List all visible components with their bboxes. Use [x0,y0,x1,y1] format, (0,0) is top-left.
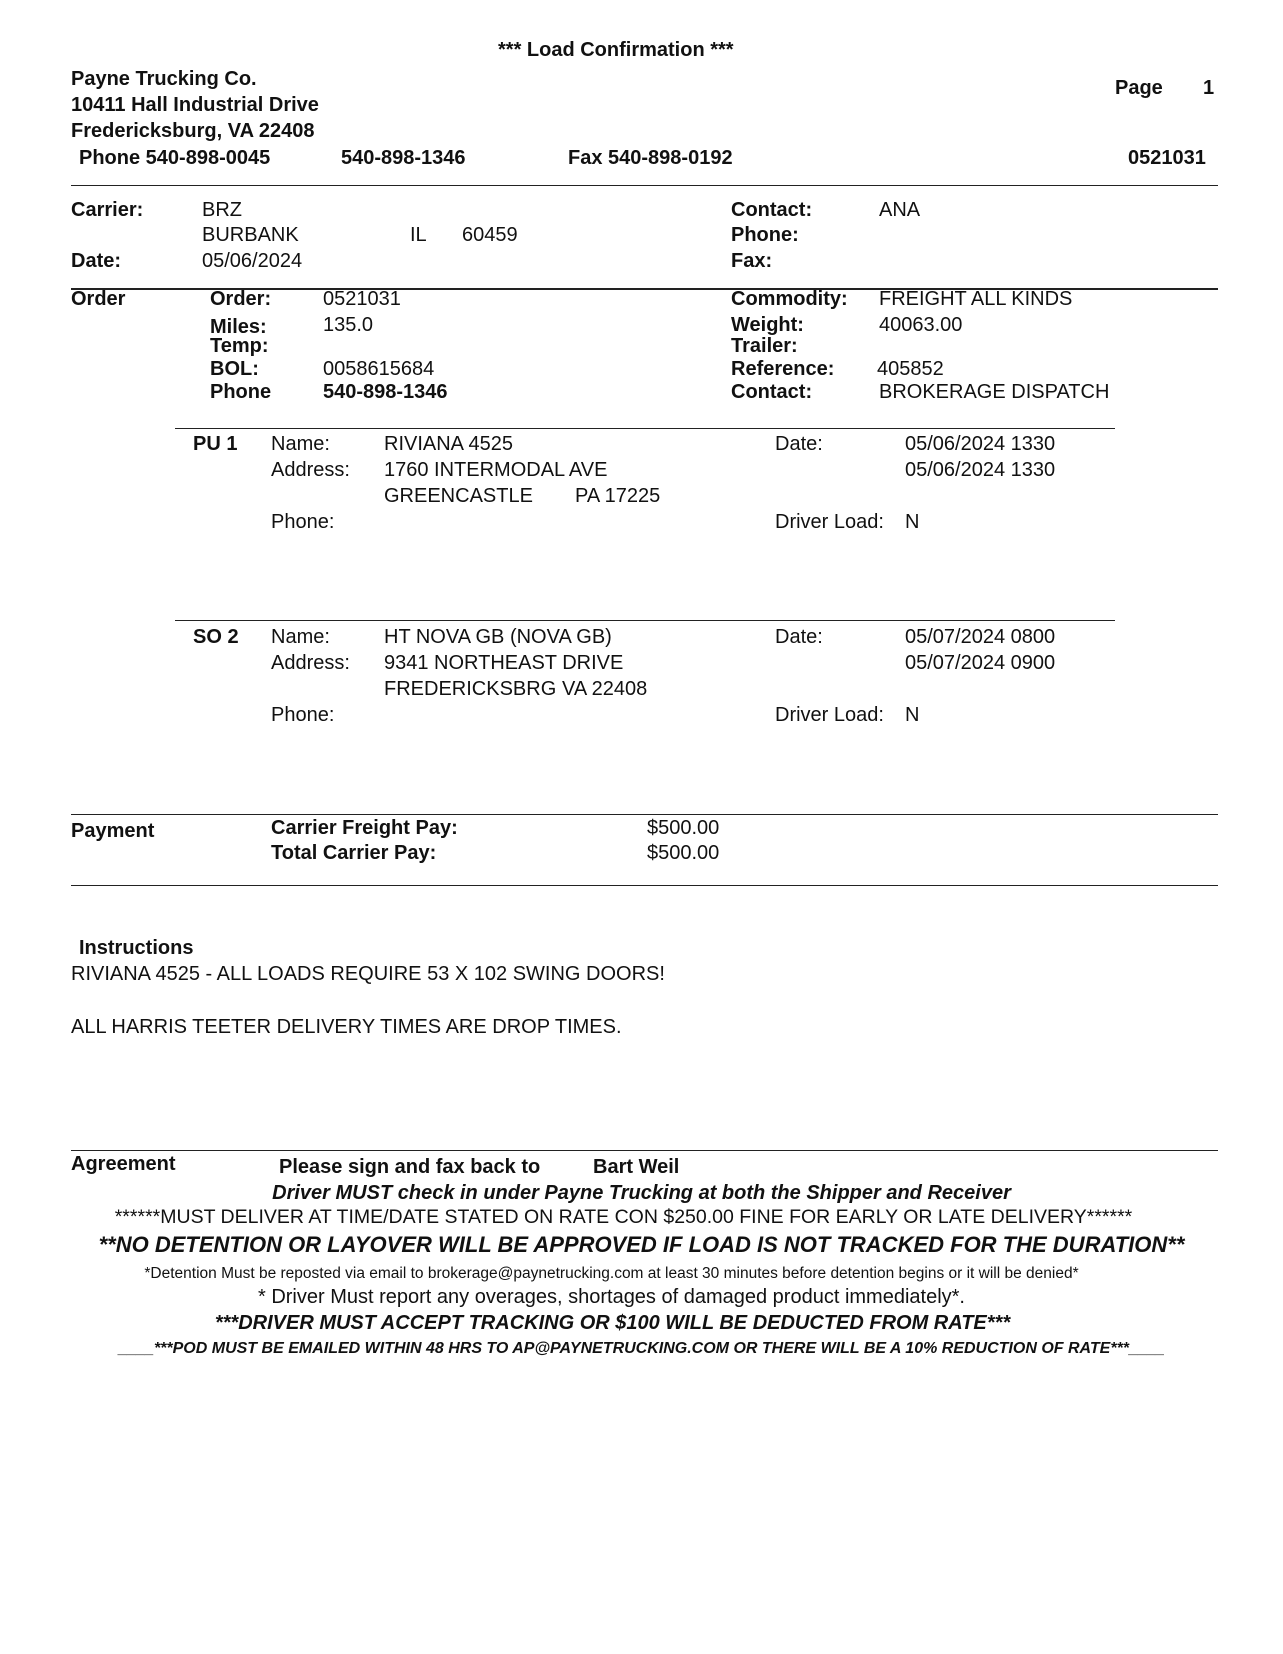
stop-divider [175,620,1115,621]
carrier-label: Carrier: [71,199,144,221]
stop-name-label: Name: [271,626,330,648]
order-section-label: Order [71,288,126,310]
carrier-zip: 60459 [462,224,518,246]
stop-code: SO 2 [193,626,239,648]
divider [71,185,1218,186]
stop-state-zip: VA 22408 [562,678,648,700]
total-pay-label: Total Carrier Pay: [271,842,437,864]
sign-recipient: Bart Weil [593,1156,680,1178]
order-bol: 0058615684 [323,358,435,380]
stop-phone-label: Phone: [271,511,335,533]
reference-label: Reference: [731,358,835,380]
order-reference: 405852 [877,358,944,380]
stop-address: 1760 INTERMODAL AVE [384,459,608,481]
instructions-label: Instructions [79,937,194,959]
stop-name: HT NOVA GB (NOVA GB) [384,626,612,648]
order-contact: BROKERAGE DISPATCH [879,381,1110,403]
instruction-line: ALL HARRIS TEETER DELIVERY TIMES ARE DROP TIMES. [71,1016,622,1038]
stop-phone-label: Phone: [271,704,335,726]
company-phone-secondary: 540-898-1346 [341,147,466,169]
stop-divider [175,428,1115,429]
stop-date-start: 05/07/2024 0800 [905,626,1056,648]
agreement-line: ***DRIVER MUST ACCEPT TRACKING OR $100 WILL BE DEDUCTED FROM RATE*** [214,1312,1011,1334]
total-pay-value: $500.00 [647,842,720,864]
freight-pay-value: $500.00 [647,817,720,839]
carrier-name: BRZ [202,199,242,221]
freight-pay-label: Carrier Freight Pay: [271,817,458,839]
stop-city: GREENCASTLE [384,485,533,507]
order-contact-label: Contact: [731,381,813,403]
stop-address: 9341 NORTHEAST DRIVE [384,652,624,674]
stop-date-label: Date: [775,433,823,455]
stop-date-end: 05/07/2024 0900 [905,652,1056,674]
stop-state-zip: PA 17225 [575,485,661,507]
divider [71,814,1218,815]
order-phone: 540-898-1346 [323,381,448,403]
stop-name: RIVIANA 4525 [384,433,513,455]
agreement-line: ____***POD MUST BE EMAILED WITHIN 48 HRS TO AP@PAYNETRUCKING.COM OR THERE WILL BE A 10% REDUCTION OF RATE***____ [118,1340,1165,1357]
stop-city: FREDERICKSBRG [384,678,557,700]
stop-address-label: Address: [271,652,350,674]
page-label: Page [1115,77,1163,99]
carrier-date: 05/06/2024 [202,250,303,272]
divider [71,1150,1218,1151]
order-number: 0521031 [323,288,401,310]
agreement-line: * Driver Must report any overages, shortages of damaged product immediately*. [257,1286,965,1308]
order-miles: 135.0 [323,314,374,336]
weight-label: Weight: [731,314,804,336]
stop-date-start: 05/06/2024 1330 [905,433,1056,455]
contact-label: Contact: [731,199,813,221]
page-number: 1 [1203,77,1215,99]
bol-label: BOL: [210,358,259,380]
company-address-line1: 10411 Hall Industrial Drive [71,94,319,116]
stop-name-label: Name: [271,433,330,455]
driver-load-label: Driver Load: [775,511,884,533]
agreement-line: Driver MUST check in under Payne Trucking at both the Shipper and Receiver [272,1182,1011,1204]
fax-label: Fax: [731,250,773,272]
payment-section-label: Payment [71,820,155,842]
phone-label: Phone: [731,224,799,246]
company-address-line2: Fredericksburg, VA 22408 [71,120,315,142]
agreement-line: ******MUST DELIVER AT TIME/DATE STATED ON RATE CON $250.00 FINE FOR EARLY OR LATE DELIVERY****** [114,1206,1133,1228]
trailer-label: Trailer: [731,335,798,357]
document-title: *** Load Confirmation *** [498,39,734,61]
company-name: Payne Trucking Co. [71,68,257,90]
stop-code: PU 1 [193,433,238,455]
sign-instruction: Please sign and fax back to [279,1156,541,1178]
company-fax: Fax 540-898-0192 [568,147,733,169]
agreement-line: *Detention Must be reposted via email to brokerage@paynetrucking.com at least 30 minutes before detention begins or it will be denied* [144,1265,1079,1282]
company-phone: Phone 540-898-0045 [79,147,271,169]
order-label: Order: [210,288,272,310]
stop-date-end: 05/06/2024 1330 [905,459,1056,481]
driver-load-value: N [905,704,920,726]
driver-load-value: N [905,511,920,533]
document-number: 0521031 [1128,147,1206,169]
carrier-state: IL [410,224,427,246]
agreement-label: Agreement [71,1153,176,1175]
order-weight: 40063.00 [879,314,963,336]
commodity-label: Commodity: [731,288,848,310]
agreement-line: **NO DETENTION OR LAYOVER WILL BE APPROVED IF LOAD IS NOT TRACKED FOR THE DURATION** [98,1232,1185,1257]
order-commodity: FREIGHT ALL KINDS [879,288,1073,310]
stop-date-label: Date: [775,626,823,648]
miles-label: Miles: [210,316,267,338]
carrier-city: BURBANK [202,224,299,246]
driver-load-label: Driver Load: [775,704,884,726]
date-label: Date: [71,250,122,272]
order-phone-label: Phone [210,381,272,403]
instruction-line: RIVIANA 4525 - ALL LOADS REQUIRE 53 X 102 SWING DOORS! [71,963,665,985]
temp-label: Temp: [210,335,269,357]
stop-address-label: Address: [271,459,350,481]
divider [71,885,1218,886]
carrier-contact: ANA [879,199,921,221]
